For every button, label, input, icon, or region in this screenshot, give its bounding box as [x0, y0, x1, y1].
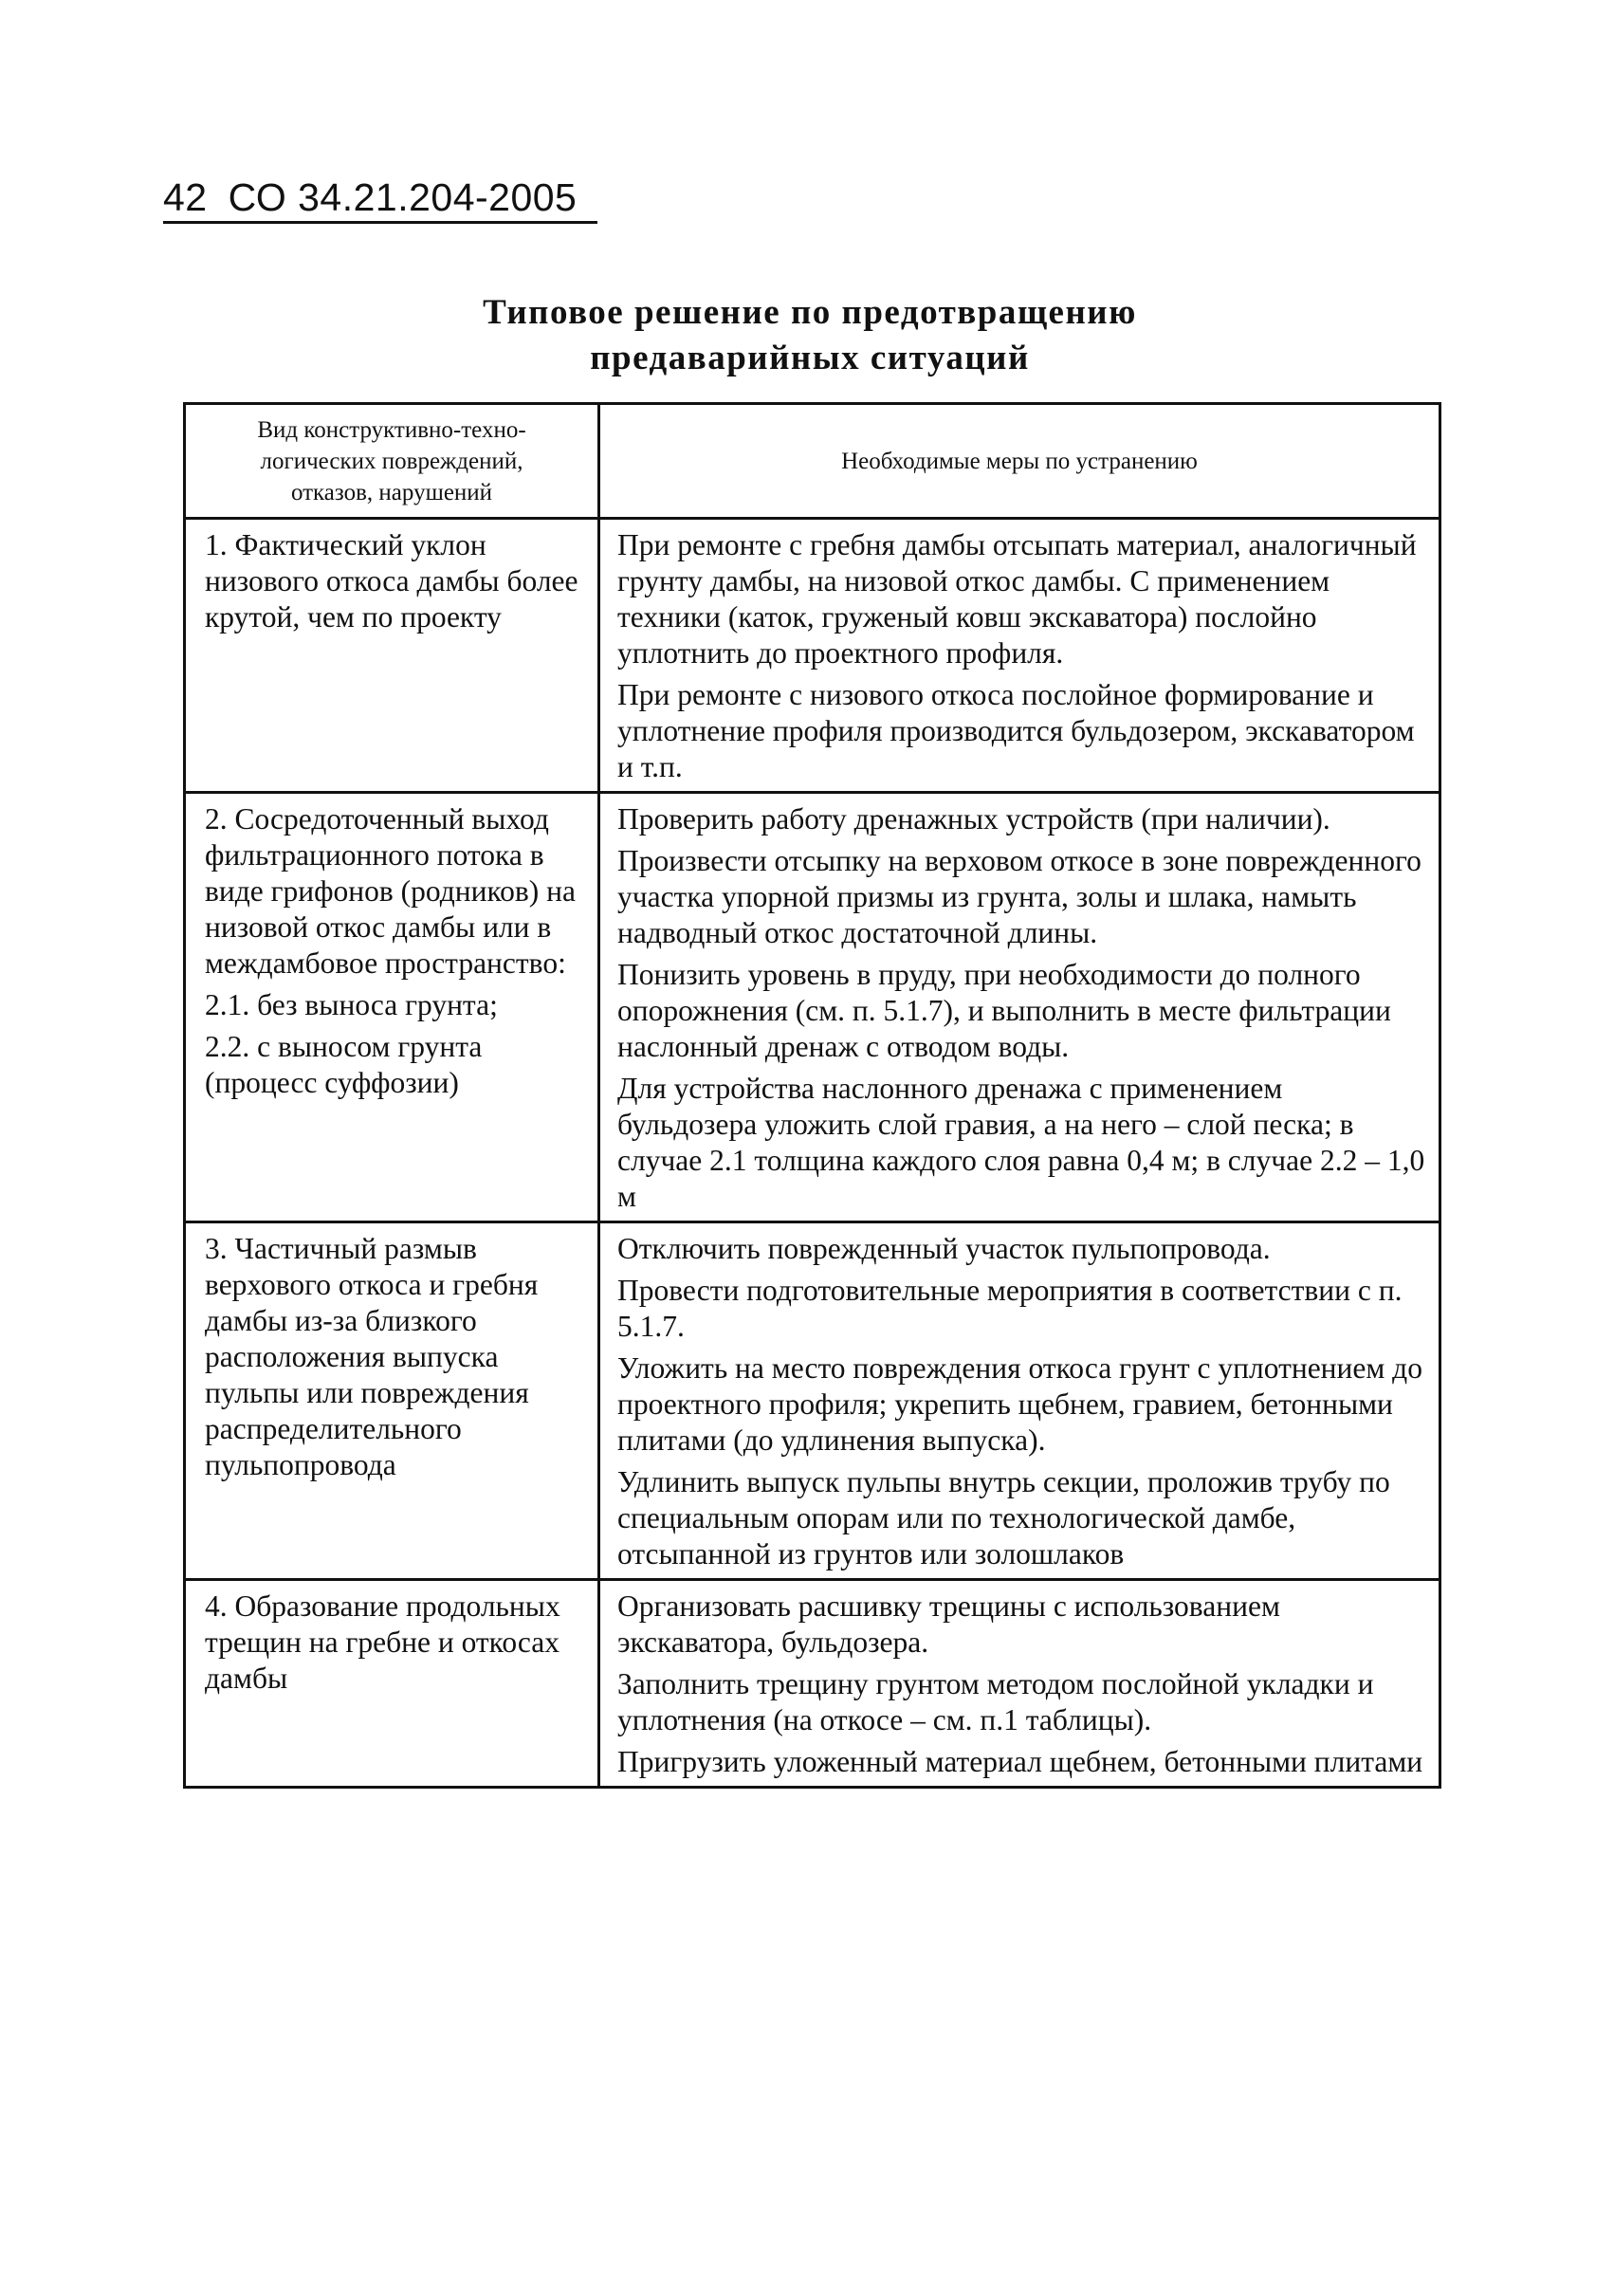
measure-paragraph: При ремонте с гребня дамбы отсыпать материал, аналогичный грунту дамбы, на низовой откос дамбы. С применением техники (каток, груженый ковш экскаватора) послойно уплотнить до проектного профиля. — [617, 528, 1417, 670]
header-cell-measures: Необходимые меры по устранению — [599, 404, 1440, 519]
cause-paragraph: 2. Сосредоточенный выход фильтрационного потока в виде грифонов (родников) на низовой откос дамбы или в междамбовое пространство: — [205, 802, 577, 980]
header-cell-damage-type — [185, 404, 599, 519]
table-row — [185, 519, 1440, 793]
cause-paragraph: 1. Фактический уклон низового откоса дамбы более крутой, чем по проекту — [205, 528, 578, 634]
measure-paragraph: Организовать расшивку трещины с использованием экскаватора, бульдозера. — [617, 1589, 1280, 1659]
measure-paragraph: Отключить поврежденный участок пульпопровода. — [617, 1232, 1271, 1265]
cause-paragraph: 3. Частичный размыв верхового откоса и гребня дамбы из-за близкого расположения выпуска пульпы или повреждения распределительного пульпопровода — [205, 1232, 539, 1481]
page-number: 42 — [163, 175, 208, 219]
measure-paragraph: Пригрузить уложенный материал щебнем, бетонными плитами — [617, 1745, 1423, 1778]
cause-paragraph: 2.2. с выносом грунта (процесс суффозии) — [205, 1030, 483, 1099]
table-row — [185, 1580, 1440, 1788]
title-line-1: Типовое решение по предотвращению — [483, 293, 1137, 332]
header-line: логических повреждений, — [260, 448, 523, 474]
cause-paragraph: 4. Образование продольных трещин на гребне и откосах дамбы — [205, 1589, 560, 1695]
measure-paragraph: При ремонте с низового откоса послойное формирование и уплотнение профиля производится бульдозером, экскаватором и т.п. — [617, 678, 1415, 783]
document-code: СО 34.21.204-2005 — [228, 175, 578, 219]
measure-paragraph: Провести подготовительные мероприятия в соответствии с п. 5.1.7. — [617, 1274, 1403, 1343]
table-row — [185, 1222, 1440, 1580]
measure-paragraph: Заполнить трещину грунтом методом послойной укладки и уплотнения (на откосе – см. п.1 таблицы). — [617, 1667, 1374, 1736]
document-title — [184, 290, 1436, 381]
header-line: Вид конструктивно-техно- — [257, 416, 526, 443]
cause-cell — [185, 1222, 599, 1580]
cause-paragraph: 2.1. без выноса грунта; — [205, 988, 498, 1021]
title-line-2: предаварийных ситуаций — [590, 339, 1030, 377]
measure-paragraph: Произвести отсыпку на верховом откосе в зоне поврежденного участка упорной призмы из грунта, золы и шлака, намыть надводный откос достаточной длины. — [617, 844, 1421, 949]
measure-paragraph: Для устройства наслонного дренажа с применением бульдозера уложить слой гравия, а на него – слой песка; в случае 2.1 толщина каждого слоя равна 0,4 м; в случае 2.2 – 1,0 м — [617, 1072, 1425, 1213]
measures-cell — [599, 1580, 1440, 1788]
measures-cell — [599, 519, 1440, 793]
measure-paragraph: Уложить на место повреждения откоса грунт с уплотнением до проектного профиля; укрепить щебнем, гравием, бетонными плитами (до удлинения выпуска). — [617, 1351, 1422, 1457]
measures-cell — [599, 793, 1440, 1222]
measure-paragraph: Удлинить выпуск пульпы внутрь секции, проложив трубу по специальным опорам или по технологической дамбе, отсыпанной из грунтов или золошлаков — [617, 1465, 1390, 1570]
header-line: отказов, нарушений — [290, 479, 493, 505]
cause-cell — [185, 1580, 599, 1788]
measures-table — [183, 402, 1441, 1789]
page-header — [163, 175, 597, 224]
measures-cell — [599, 1222, 1440, 1580]
table-row — [185, 793, 1440, 1222]
table-header-row — [185, 404, 1440, 519]
cause-cell — [185, 519, 599, 793]
measure-paragraph: Понизить уровень в пруду, при необходимости до полного опорожнения (см. п. 5.1.7), и выполнить в месте фильтрации наслонный дренаж с отводом воды. — [617, 958, 1391, 1063]
cause-cell — [185, 793, 599, 1222]
measure-paragraph: Проверить работу дренажных устройств (при наличии). — [617, 802, 1330, 836]
